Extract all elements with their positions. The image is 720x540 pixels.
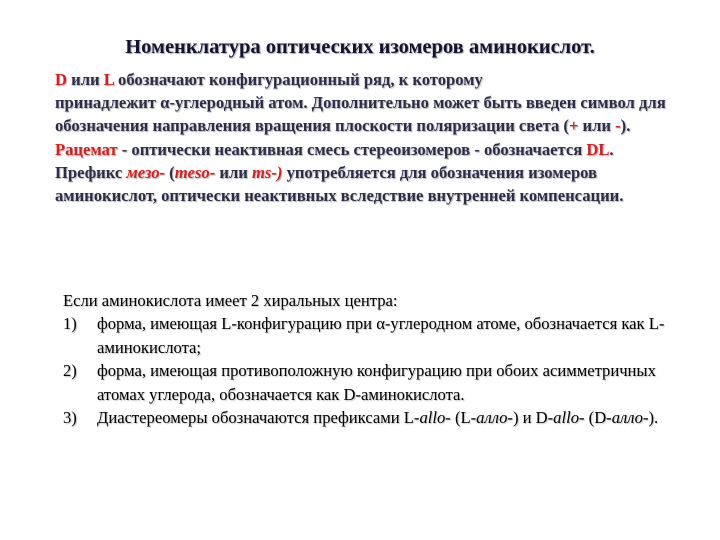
meso-paragraph bbox=[55, 161, 695, 207]
prefix-text: Префикс bbox=[55, 162, 127, 182]
item-text: форма, имеющая противоположную конфигурацию при обоих асимметричных атомах углерода, обозначается как D-аминокислота. bbox=[97, 361, 656, 404]
allo-ru-prefix: алло- bbox=[476, 408, 513, 428]
slide-title: Номенклатура оптических изомеров аминокислот. bbox=[125, 36, 595, 58]
text-or-3: или bbox=[215, 162, 252, 182]
racemate-word: Рацемат bbox=[55, 139, 118, 159]
item-text-e: ). bbox=[648, 408, 659, 428]
rotation-text: -углеродный атом. Дополнительно может быть введен символ для обозначения направления вращения плоскости поляризации света ( bbox=[55, 93, 666, 136]
dl-config-paragraph bbox=[55, 68, 695, 138]
chiral-lead: Если аминокислота имеет 2 хиральных центра: bbox=[63, 291, 398, 310]
meso-prefix: мезо- bbox=[126, 162, 166, 182]
list-number: 2) bbox=[63, 361, 77, 381]
alpha-symbol: α bbox=[376, 314, 385, 334]
item-text: форма, имеющая L-конфигурацию при bbox=[97, 314, 377, 334]
allo-ru-prefix-2: алло- bbox=[611, 408, 649, 428]
list-item bbox=[63, 312, 683, 359]
chiral-list bbox=[63, 312, 683, 429]
chiral-centers-block bbox=[63, 289, 683, 429]
definitions-block bbox=[55, 68, 695, 207]
list-item bbox=[63, 406, 683, 429]
plus-sign: + bbox=[568, 116, 579, 136]
alpha-symbol: α bbox=[160, 93, 170, 113]
text-or: или bbox=[66, 70, 104, 89]
text-or-2: или bbox=[578, 116, 616, 136]
allo-en-prefix-2: allo- bbox=[553, 408, 585, 428]
list-number: 1) bbox=[63, 314, 77, 334]
item-text-b: (L- bbox=[450, 408, 477, 428]
list-number: 3) bbox=[63, 408, 77, 428]
item-text-d: (D- bbox=[584, 408, 612, 428]
item-text: Диастереомеры обозначаются префиксами L- bbox=[97, 408, 420, 428]
ms-prefix: ms-) bbox=[252, 162, 283, 182]
list-item bbox=[63, 359, 683, 406]
item-text-c: ) и D- bbox=[512, 408, 554, 428]
closing-paren: ). bbox=[620, 116, 631, 136]
racemate-dot: . bbox=[609, 139, 614, 159]
config-text: обозначают конфигурационный ряд, к которому bbox=[113, 70, 483, 89]
belongs-text: принадлежит bbox=[55, 93, 161, 113]
letter-d: D bbox=[55, 70, 67, 89]
item-text-rest: -углеродном атоме, обозначается как L-аминокислота; bbox=[97, 314, 665, 357]
racemate-text: - оптически неактивная смесь стереоизомеров - обозначается bbox=[117, 139, 587, 159]
minus-sign: - bbox=[615, 116, 621, 136]
meso-usage-text: употребляется для обозначения изомеров аминокислот, оптически неактивных вследствие внутренней компенсации. bbox=[55, 162, 624, 206]
allo-en-prefix: allo- bbox=[419, 408, 451, 428]
paren-open: ( bbox=[165, 162, 175, 182]
meso-en-prefix: meso- bbox=[174, 162, 216, 182]
racemate-paragraph bbox=[55, 138, 695, 161]
dl-symbol: DL bbox=[586, 139, 610, 159]
letter-l: L bbox=[103, 70, 114, 89]
